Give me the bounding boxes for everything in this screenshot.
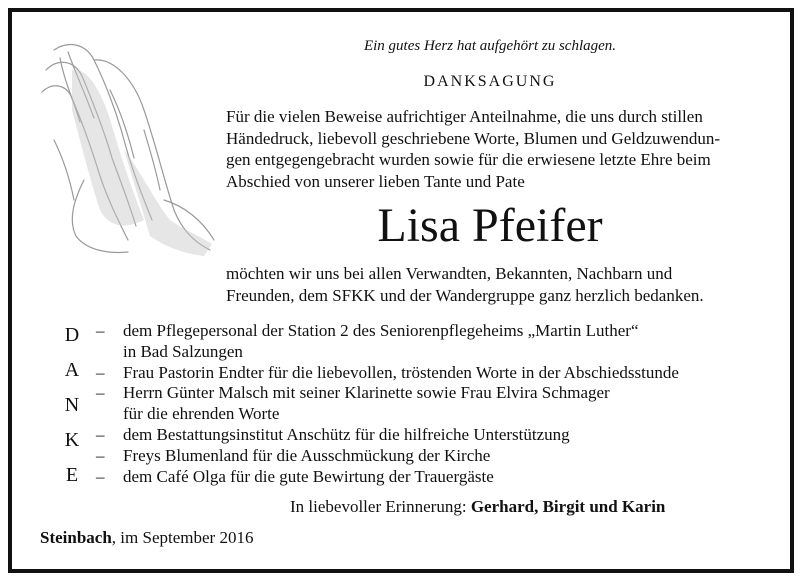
praying-hands-icon bbox=[24, 30, 224, 262]
place-town: Steinbach bbox=[40, 528, 112, 547]
list-item-text: dem Bestattungsinstitut Anschütz für die hilfreiche Unterstützung bbox=[123, 424, 570, 444]
closing-line bbox=[290, 497, 665, 517]
thanks-line: Freunden, dem SFKK und der Wandergruppe ganz herzlich bedanken. bbox=[226, 285, 704, 305]
danke-letter: E bbox=[65, 464, 79, 486]
list-dash: – bbox=[96, 383, 105, 403]
list-item-text: Freys Blumenland für die Ausschmückung der Kirche bbox=[123, 445, 491, 465]
intro-line: Händedruck, liebevoll geschriebene Worte, Blumen und Geldzuwendun- bbox=[226, 128, 720, 148]
list-item-text: für die ehrenden Worte bbox=[123, 404, 280, 424]
list-item-text: dem Pflegepersonal der Station 2 des Seniorenpflegeheims „Martin Luther“ bbox=[123, 321, 639, 340]
list-item bbox=[96, 404, 776, 425]
signatories: Gerhard, Birgit und Karin bbox=[470, 497, 666, 516]
list-item-text: dem Café Olga für die gute Bewirtung der Trauergäste bbox=[123, 466, 494, 486]
intro-line: gen entgegengebracht wurden sowie für die erwiesene letzte Ehre beim bbox=[226, 150, 711, 169]
place-date-text: , im September 2016 bbox=[111, 528, 254, 547]
list-item-text: in Bad Salzungen bbox=[123, 341, 243, 361]
list-dash: – bbox=[96, 362, 105, 382]
list-item bbox=[96, 342, 776, 363]
deceased-name: Lisa Pfeifer bbox=[377, 199, 603, 252]
intro-line: Abschied von unserer lieben Tante und Pate bbox=[226, 171, 525, 191]
closing-prefix: In liebevoller Erinnerung: bbox=[290, 497, 467, 516]
danke-letter: D bbox=[64, 324, 80, 346]
list-item bbox=[96, 363, 776, 384]
danke-letter: A bbox=[64, 359, 80, 381]
list-item-text: Herrn Günter Malsch mit seiner Klarinette sowie Frau Elvira Schmager bbox=[123, 383, 610, 403]
thanks-list bbox=[96, 321, 776, 487]
list-item-text: Frau Pastorin Endter für die liebevollen, tröstenden Worte in der Abschiedsstunde bbox=[123, 362, 679, 382]
list-item bbox=[96, 467, 776, 488]
list-item bbox=[96, 383, 776, 404]
thanks-paragraph bbox=[226, 263, 786, 306]
list-dash: – bbox=[96, 466, 105, 486]
list-dash: – bbox=[96, 321, 105, 340]
list-dash: – bbox=[96, 424, 105, 444]
danke-letter: N bbox=[64, 394, 80, 416]
list-item bbox=[96, 425, 776, 446]
thanks-line: möchten wir uns bei allen Verwandten, Bekannten, Nachbarn und bbox=[226, 264, 673, 283]
intro-line: Für die vielen Beweise aufrichtiger Anteilnahme, die uns durch stillen bbox=[226, 107, 703, 126]
intro-paragraph bbox=[226, 106, 786, 192]
motto: Ein gutes Herz hat aufgehört zu schlagen. bbox=[363, 38, 617, 54]
list-item bbox=[96, 446, 776, 467]
list-dash: – bbox=[96, 445, 105, 465]
danke-letter: K bbox=[64, 429, 80, 451]
notice-heading: DANKSAGUNG bbox=[423, 73, 557, 90]
place-date bbox=[40, 528, 253, 548]
list-item bbox=[96, 321, 776, 342]
